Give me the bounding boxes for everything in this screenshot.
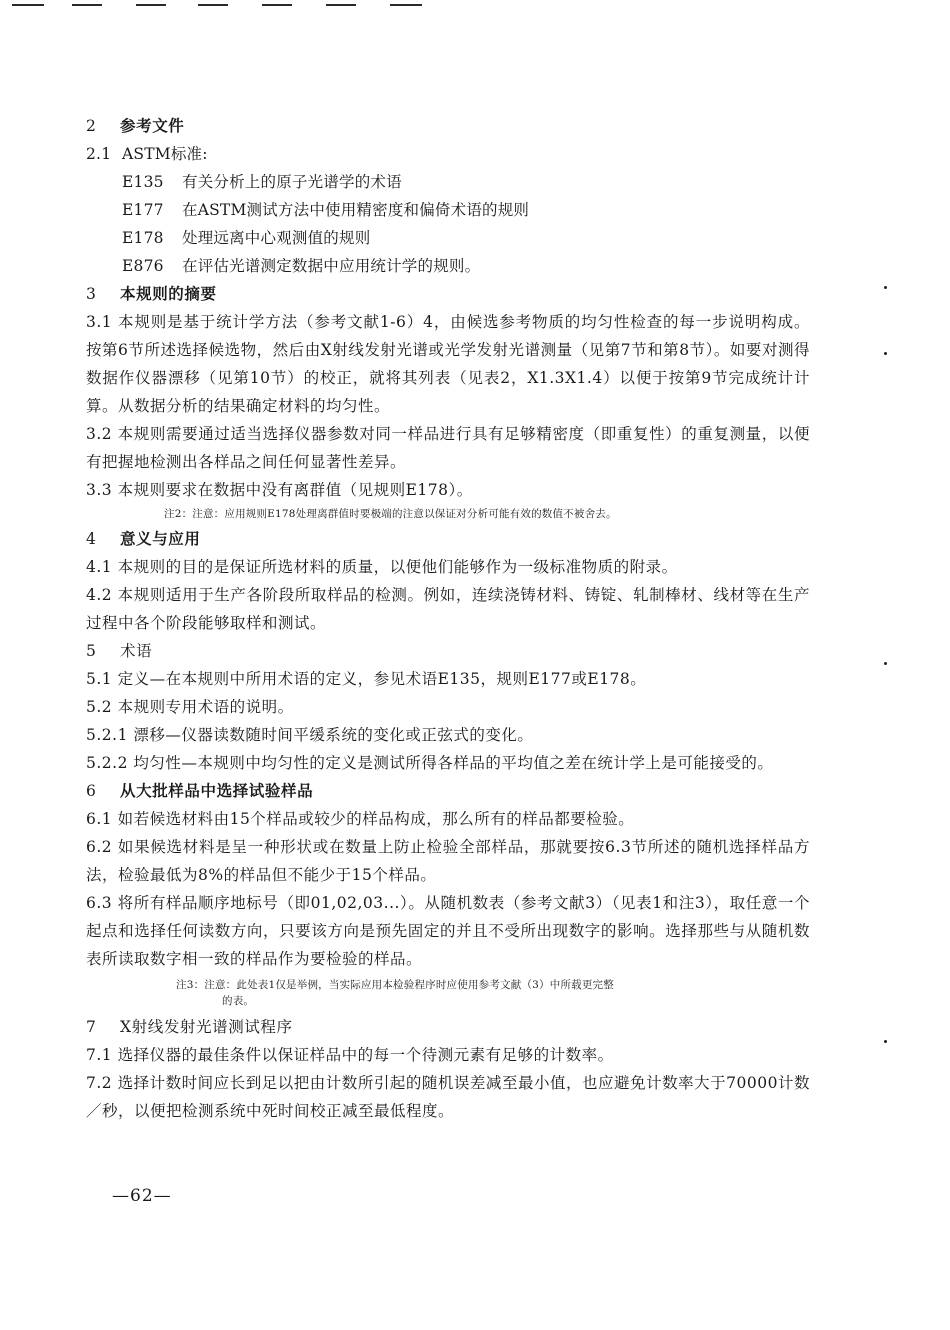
section-number: 3 [86, 285, 97, 303]
paragraph-3-1: 3.1 本规则是基于统计学方法（参考文献1-6）4，由候选参考物质的均匀性检查的每一步说明构成。按第6节所述选择候选物，然后由X射线发射光谱或光学发射光谱测量（见第7节和第8节）。如要对测得数据作仪器漂移（见第10节）的校正，就将其列表（见表2，X1.3X1.4）以便于按第9节完成统计计算。从数据分析的结果确定材料的均匀性。 [86, 313, 810, 415]
paragraph-4-1: 4.1 本规则的目的是保证所选材料的质量，以便他们能够作为一级标准物质的附录。 [86, 558, 678, 576]
section-4-heading [86, 525, 810, 553]
top-border-dash [136, 4, 166, 6]
section-2-1 [86, 140, 810, 168]
paragraph-3-2: 3.2 本规则需要通过适当选择仪器参数对同一样品进行具有足够精密度（即重复性）的重复测量，以便有把握地检测出各样品之间任何显著性差异。 [86, 425, 810, 471]
reference-item [86, 168, 810, 196]
section-title: 意义与应用 [120, 529, 201, 548]
section-title: 本规则的摘要 [120, 284, 217, 303]
note-3-line-1: 注3：注意：此处表1仅是举例，当实际应用本检验程序时应使用参考文献（3）中所载更完整 [176, 979, 614, 991]
paragraph-4-2: 4.2 本规则适用于生产各阶段所取样品的检测。例如，连续浇铸材料、铸锭、轧制棒材、线材等在生产过程中各个阶段能够取样和测试。 [86, 586, 810, 632]
paragraph-5-2-1: 5.2.1 漂移—仪器读数随时间平缓系统的变化或正弦式的变化。 [86, 726, 534, 744]
paragraph-7-1: 7.1 选择仪器的最佳条件以保证样品中的每一个待测元素有足够的计数率。 [86, 1046, 614, 1064]
reference-title: 在ASTM测试方法中使用精密度和偏倚术语的规则 [182, 201, 530, 219]
top-border-dash [72, 4, 102, 6]
paragraph-3-3: 3.3 本规则要求在数据中没有离群值（见规则E178）。 [86, 481, 473, 499]
paragraph-6-1: 6.1 如若候选材料由15个样品或较少的样品构成，那么所有的样品都要检验。 [86, 810, 635, 828]
paragraph-6-2: 6.2 如果候选材料是呈一种形状或在数量上防止检验全部样品，那就要按6.3节所述的随机选择样品方法，检验最低为8%的样品但不能少于15个样品。 [86, 838, 810, 884]
top-border-dash [12, 4, 44, 6]
paragraph-6-3: 6.3 将所有样品顺序地标号（即01,02,03...）。从随机数表（参考文献3）（见表1和注3），取任意一个起点和选择任何读数方向，只要该方向是预先固定的并且不受所出现数字的影响。选择那些与从随机数表所读取数字相一致的样品作为要检验的样品。 [86, 894, 810, 968]
scan-speck [884, 286, 887, 289]
scan-speck [884, 1040, 887, 1043]
section-number: 5 [86, 642, 97, 660]
note-3-line-2: 的表。 [222, 995, 255, 1007]
reference-code: E178 [122, 229, 164, 247]
top-border-dash [262, 4, 292, 6]
note-2: 注2：注意：应用规则E178处理离群值时要极端的注意以保证对分析可能有效的数值不被舍去。 [164, 508, 617, 520]
reference-title: 在评估光谱测定数据中应用统计学的规则。 [182, 257, 481, 275]
section-number: 2 [86, 117, 97, 135]
top-border-dash [390, 4, 422, 6]
scan-speck [884, 352, 887, 355]
section-2-heading [86, 112, 810, 140]
clause-number: 2.1 [86, 145, 112, 163]
section-5-heading [86, 637, 810, 665]
scan-speck [884, 662, 887, 665]
section-number: 4 [86, 530, 97, 548]
paragraph-5-2-2: 5.2.2 均匀性—本规则中均匀性的定义是测试所得各样品的平均值之差在统计学上是可能接受的。 [86, 754, 774, 772]
reference-item [86, 196, 810, 224]
section-number: 7 [86, 1018, 97, 1036]
section-title: 参考文件 [120, 116, 185, 135]
reference-code: E876 [122, 257, 164, 275]
section-number: 6 [86, 782, 97, 800]
reference-title: 处理远离中心观测值的规则 [182, 229, 371, 247]
document-body [86, 112, 810, 1125]
reference-title: 有关分析上的原子光谱学的术语 [182, 173, 402, 191]
note-3 [86, 977, 736, 1009]
paragraph-7-2: 7.2 选择计数时间应长到足以把由计数所引起的随机误差减至最小值，也应避免计数率大于70000计数／秒，以便把检测系统中死时间校正减至最低程度。 [86, 1074, 810, 1120]
section-title: 从大批样品中选择试验样品 [120, 781, 314, 800]
section-3-heading [86, 280, 810, 308]
top-border-dash [326, 4, 356, 6]
reference-code: E135 [122, 173, 164, 191]
section-title: 术语 [120, 642, 153, 660]
reference-item [86, 224, 810, 252]
page-number: —62— [112, 1186, 172, 1206]
clause-text: ASTM标准: [122, 145, 208, 163]
top-border-dash [198, 4, 228, 6]
paragraph-5-2: 5.2 本规则专用术语的说明。 [86, 698, 294, 716]
paragraph-5-1: 5.1 定义—在本规则中所用术语的定义，参见术语E135，规则E177或E178。 [86, 670, 647, 688]
section-title: X射线发射光谱测试程序 [120, 1018, 293, 1036]
reference-code: E177 [122, 201, 164, 219]
reference-item [86, 252, 810, 280]
section-7-heading [86, 1013, 810, 1041]
section-6-heading [86, 777, 810, 805]
